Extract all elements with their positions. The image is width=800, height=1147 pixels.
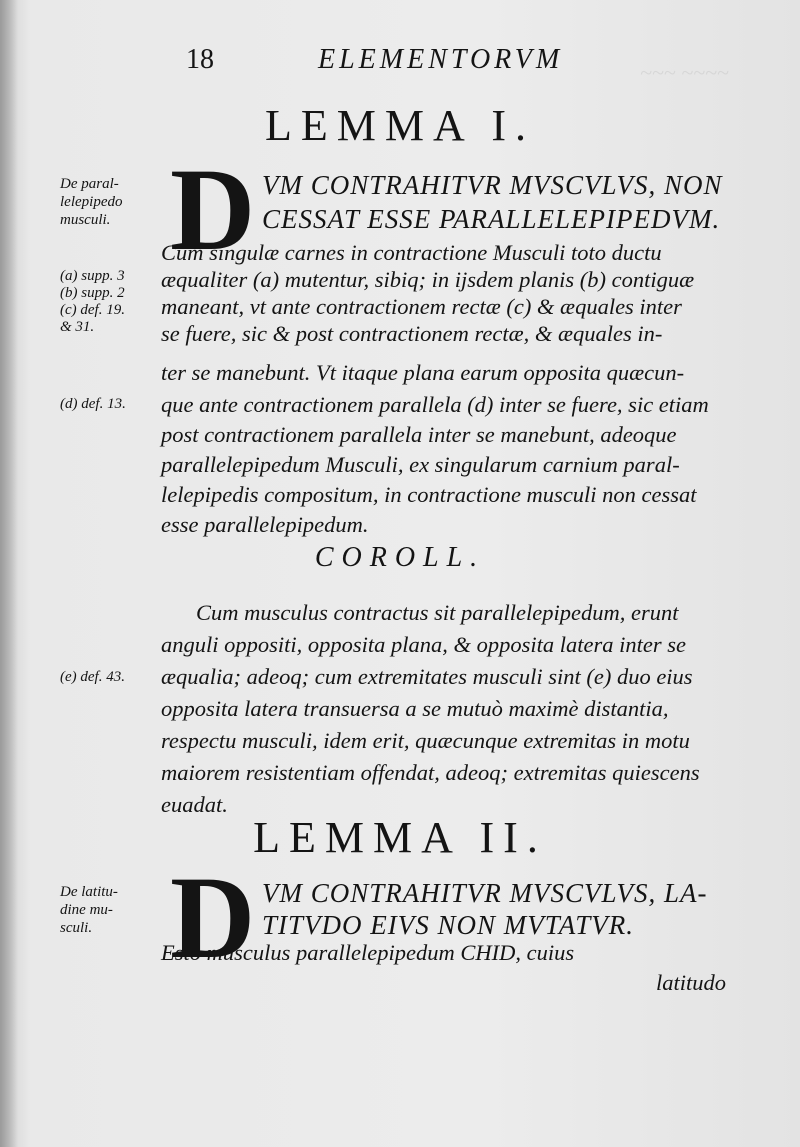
lemma-1-text-line: post contractionem parallela inter se manebunt, adeoque: [161, 422, 677, 447]
lemma-1-margin-note-line: De paral-: [60, 176, 119, 192]
lemma-2-heading: LEMMA II.: [253, 813, 547, 862]
corollary-text-line: maiorem resistentiam offendat, adeoq; extremitas quiescens: [161, 760, 700, 785]
lemma-1-proposition-line: CESSAT ESSE PARALLELEPIPEDVM.: [262, 204, 721, 234]
lemma-1-text-line: æqualiter (a) mutentur, sibiq; in ijsdem planis (b) contiguæ: [161, 267, 695, 292]
lemma-1-reference: (a) supp. 3: [60, 268, 125, 284]
lemma-2-margin-note-line: dine mu-: [60, 902, 113, 918]
lemma-1-text-line: maneant, vt ante contractionem rectæ (c) & æquales inter: [161, 294, 682, 319]
corollary-text-line: euadat.: [161, 792, 228, 817]
lemma-2-margin-note-line: sculi.: [60, 920, 93, 936]
corollary-text-line: Cum musculus contractus sit parallelepipedum, erunt: [196, 600, 679, 625]
lemma-1-proposition-line: VM CONTRAHITVR MVSCVLVS, NON: [262, 170, 723, 200]
lemma-1-margin-note-line: musculi.: [60, 212, 111, 228]
lemma-1-text-line: lelepipedis compositum, in contractione musculi non cessat: [161, 482, 697, 507]
lemma-2-text-line: Esto musculus parallelepipedum CHID, cuius: [161, 940, 575, 965]
page-header: [0, 44, 800, 84]
lemma-2-proposition-line: VM CONTRAHITVR MVSCVLVS, LA-: [262, 878, 708, 908]
lemma-1-drop-cap: D: [170, 144, 256, 275]
lemma-1-text-line: se fuere, sic & post contractionem rectæ, & æquales in-: [161, 321, 663, 346]
lemma-1-text-line: parallelepipedum Musculi, ex singularum carnium paral-: [161, 452, 680, 477]
lemma-2-drop-cap: D: [170, 852, 256, 983]
corollary-text-line: respectu musculi, idem erit, quæcunque extremitas in motu: [161, 728, 690, 753]
catchword: latitudo: [656, 970, 727, 995]
lemma-1-reference: & 31.: [60, 319, 95, 335]
corollary-text-line: opposita latera transuersa a se mutuò maximè distantia,: [161, 696, 669, 721]
lemma-2-margin-note-line: De latitu-: [60, 884, 118, 900]
lemma-1-heading: LEMMA I.: [265, 101, 535, 150]
page-number: 18: [186, 44, 214, 75]
show-through-texture: ~~~ ~~~~: [640, 60, 729, 85]
lemma-1-text-line: Cum singulæ carnes in contractione Musculi toto ductu: [161, 240, 662, 265]
lemma-1-reference: (b) supp. 2: [60, 285, 125, 301]
running-title: ELEMENTORVM: [318, 44, 564, 75]
corollary-heading: COROLL.: [314, 542, 486, 573]
lemma-1-text-line: que ante contractionem parallela (d) inter se fuere, sic etiam: [161, 392, 709, 417]
lemma-1-reference: (c) def. 19.: [60, 302, 125, 318]
lemma-1-reference: (d) def. 13.: [60, 396, 126, 412]
corollary-text-line: æqualia; adeoq; cum extremitates musculi sint (e) duo eius: [161, 664, 693, 689]
corollary-reference: (e) def. 43.: [60, 669, 125, 685]
lemma-1-margin-note-line: lelepipedo: [60, 194, 123, 210]
lemma-1-text-line: esse parallelepipedum.: [161, 512, 369, 537]
lemma-1-text-line: ter se manebunt. Vt itaque plana earum opposita quæcun-: [161, 360, 685, 385]
lemma-2-proposition-line: TITVDO EIVS NON MVTATVR.: [262, 910, 634, 940]
corollary-text-line: anguli oppositi, opposita plana, & opposita latera inter se: [161, 632, 687, 657]
